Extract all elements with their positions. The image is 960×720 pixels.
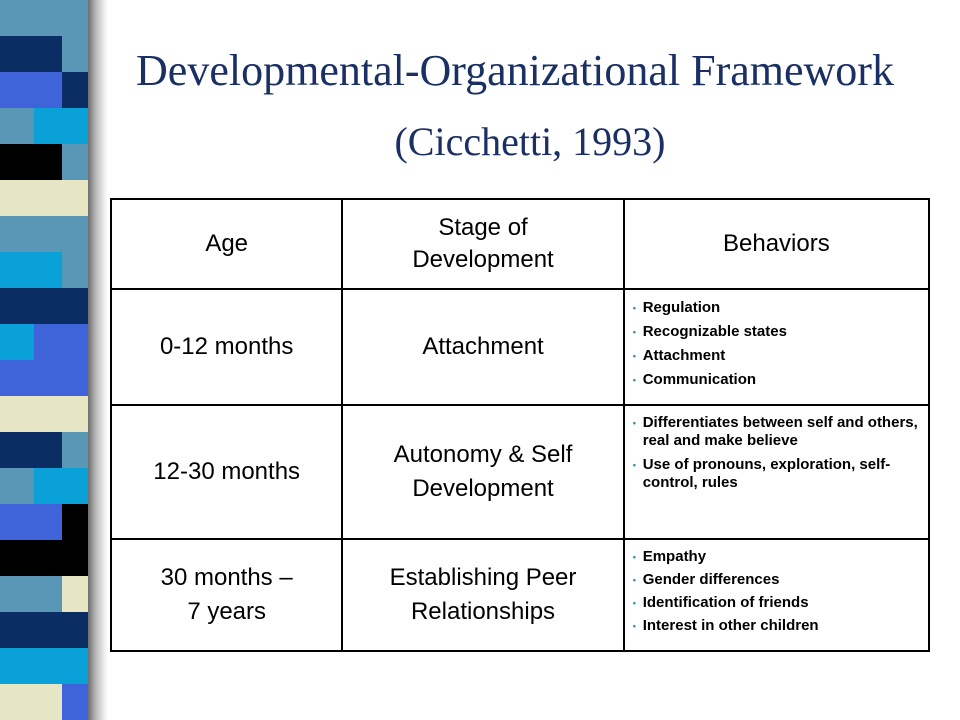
stage-cell: Autonomy & Self Development — [342, 405, 623, 539]
stripe-segment — [0, 468, 34, 504]
behavior-item — [631, 454, 924, 496]
table-row — [111, 405, 929, 539]
stripe-segment — [34, 396, 62, 432]
age-cell: 12-30 months — [111, 405, 342, 539]
stripe-segment — [62, 180, 90, 216]
stripe-segment — [0, 252, 34, 288]
stripe-segment — [62, 612, 90, 648]
stripe-segment — [0, 576, 34, 612]
stripe-segment — [62, 468, 90, 504]
stripe-row — [0, 288, 90, 324]
stripe-row — [0, 432, 90, 468]
behavior-text: Identification of friends — [642, 594, 809, 611]
stripe-row — [0, 468, 90, 504]
bullet-icon: • — [632, 575, 636, 585]
behavior-item — [631, 592, 924, 615]
stripe-row — [0, 540, 90, 576]
behavior-item — [631, 320, 924, 344]
stripe-row — [0, 612, 90, 648]
header-age: Age — [111, 199, 342, 289]
behavior-text: Gender differences — [642, 571, 780, 588]
stripe-segment — [34, 648, 62, 684]
bullet-icon: • — [632, 621, 636, 631]
behavior-item — [631, 296, 924, 320]
behavior-item — [631, 569, 924, 592]
behavior-text: Use of pronouns, exploration, self-control, rules — [642, 456, 891, 491]
stripe-segment — [34, 684, 62, 720]
stripe-segment — [34, 324, 62, 360]
stripe-segment — [0, 288, 34, 324]
stripe-row — [0, 576, 90, 612]
stripe-segment — [34, 432, 62, 468]
behavior-text: Communication — [642, 371, 757, 388]
stripe-segment — [0, 540, 34, 576]
behavior-item — [631, 615, 924, 638]
stripe-segment — [0, 216, 34, 252]
behavior-text: Interest in other children — [642, 617, 819, 634]
stripe-segment — [62, 648, 90, 684]
bullet-icon: • — [632, 418, 636, 428]
stripe-segment — [34, 252, 62, 288]
stripe-segment — [0, 180, 34, 216]
header-behaviors: Behaviors — [624, 199, 929, 289]
stripe-segment — [0, 504, 34, 540]
stage-cell: Establishing Peer Relationships — [342, 539, 623, 651]
table-row — [111, 289, 929, 405]
stripe-segment — [62, 504, 90, 540]
behavior-text: Regulation — [642, 299, 721, 316]
stripe-segment — [34, 504, 62, 540]
behavior-item — [631, 344, 924, 368]
behaviors-list — [631, 412, 924, 496]
bullet-icon: • — [632, 598, 636, 608]
stripe-row — [0, 504, 90, 540]
stripe-segment — [0, 0, 34, 36]
behaviors-cell — [624, 289, 929, 405]
stripe-segment — [0, 396, 34, 432]
stripe-segment — [0, 432, 34, 468]
stripe-segment — [62, 216, 90, 252]
stripe-segment — [62, 288, 90, 324]
stripe-row — [0, 396, 90, 432]
stripe-segment — [0, 324, 34, 360]
stripe-segment — [0, 684, 34, 720]
age-cell: 30 months – 7 years — [111, 539, 342, 651]
stripe-segment — [0, 648, 34, 684]
stripe-row — [0, 684, 90, 720]
stripe-segment — [34, 576, 62, 612]
behavior-text: Empathy — [642, 548, 707, 565]
stripe-segment — [62, 540, 90, 576]
stripe-segment — [62, 324, 90, 360]
stripe-segment — [34, 468, 62, 504]
behavior-item — [631, 546, 924, 569]
bullet-icon: • — [632, 303, 636, 313]
stripe-row — [0, 216, 90, 252]
behavior-text: Recognizable states — [642, 323, 787, 340]
stripe-segment — [0, 360, 34, 396]
stripe-segment — [62, 396, 90, 432]
stripe-segment — [34, 180, 62, 216]
behaviors-list — [631, 546, 924, 638]
bullet-icon: • — [632, 351, 636, 361]
behaviors-cell — [624, 405, 929, 539]
stripe-segment — [62, 360, 90, 396]
table-header-row — [111, 199, 929, 289]
stripe-segment — [0, 612, 34, 648]
age-cell: 0-12 months — [111, 289, 342, 405]
behaviors-cell — [624, 539, 929, 651]
behaviors-list — [631, 296, 924, 392]
stripe-segment — [34, 612, 62, 648]
stripe-segment — [34, 0, 62, 36]
stripe-row — [0, 648, 90, 684]
table-row — [111, 539, 929, 651]
stripe-shadow — [88, 0, 108, 720]
stripe-segment — [62, 0, 90, 36]
header-stage: Stage of Development — [342, 199, 623, 289]
stripe-row — [0, 324, 90, 360]
slide-title: Developmental-Organizational Framework — [136, 46, 894, 95]
stripe-row — [0, 252, 90, 288]
behavior-item — [631, 368, 924, 392]
stripe-segment — [34, 360, 62, 396]
behavior-item — [631, 412, 924, 454]
stripe-row — [0, 0, 90, 36]
decorative-stripe-strip — [0, 0, 90, 720]
bullet-icon: • — [632, 327, 636, 337]
stripe-row — [0, 360, 90, 396]
framework-table — [110, 198, 930, 652]
behavior-text: Differentiates between self and others, real and make believe — [642, 414, 918, 449]
stripe-row — [0, 180, 90, 216]
stripe-segment — [34, 540, 62, 576]
bullet-icon: • — [632, 552, 636, 562]
stripe-segment — [34, 216, 62, 252]
slide-subtitle: (Cicchetti, 1993) — [394, 119, 666, 164]
bullet-icon: • — [632, 460, 636, 470]
stripe-segment — [62, 252, 90, 288]
stripe-segment — [62, 576, 90, 612]
behavior-text: Attachment — [642, 347, 726, 364]
stripe-segment — [34, 288, 62, 324]
bullet-icon: • — [632, 375, 636, 385]
stripe-segment — [62, 684, 90, 720]
stripe-segment — [62, 432, 90, 468]
stage-cell: Attachment — [342, 289, 623, 405]
